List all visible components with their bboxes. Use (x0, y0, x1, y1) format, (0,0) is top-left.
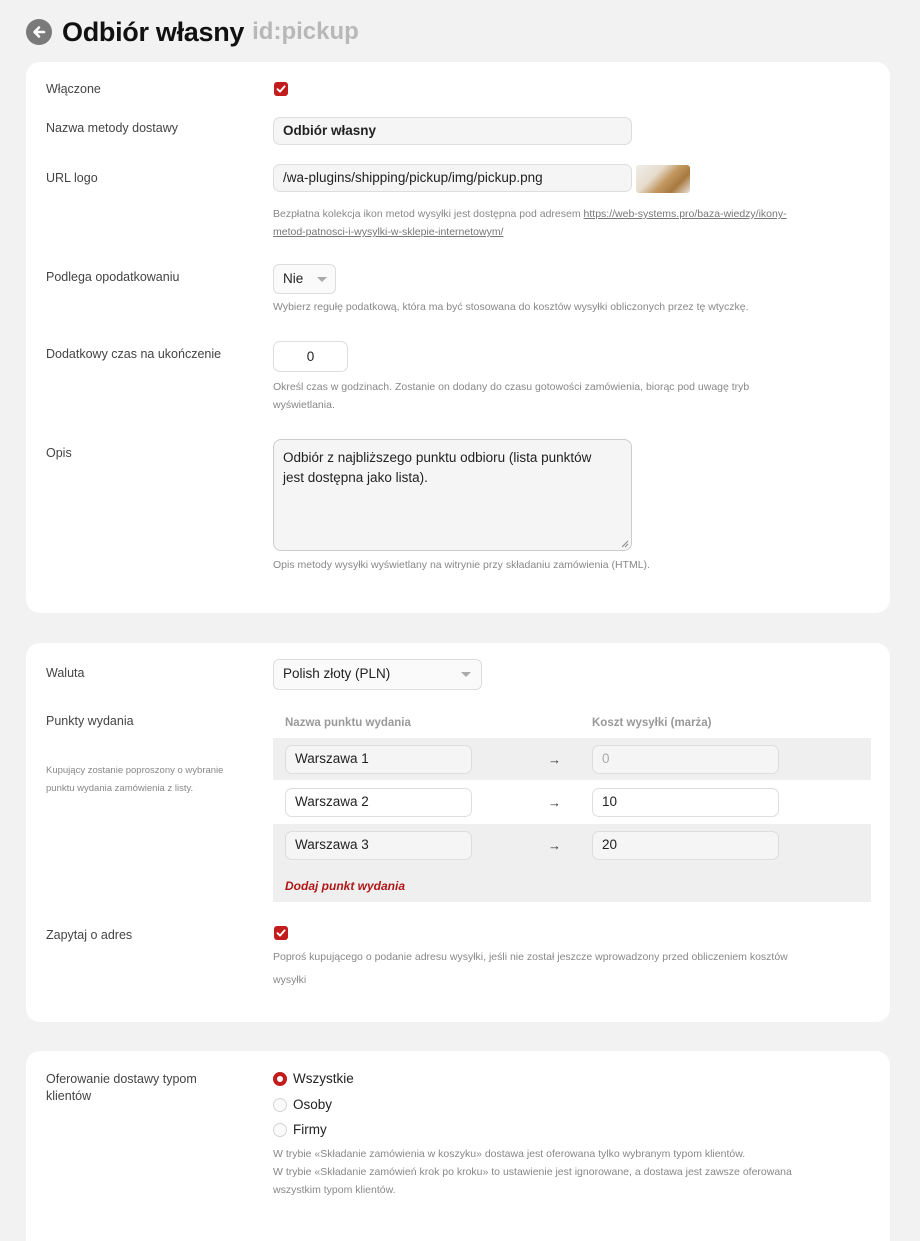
arrow-right-icon: → (548, 795, 561, 810)
pickup-point-row (273, 781, 871, 823)
logo-url-label: URL logo (46, 171, 98, 185)
page-header (26, 14, 359, 50)
customer-types-hint-line: wszystkim typom klientów. (273, 1184, 396, 1196)
customer-types-label-line: klientów (46, 1089, 92, 1103)
back-arrow-icon[interactable] (26, 19, 52, 45)
pickup-point-row (273, 824, 871, 902)
currency-select[interactable] (273, 659, 482, 690)
method-name-label: Nazwa metody dostawy (46, 121, 179, 135)
extra-time-input[interactable]: 0 (273, 341, 348, 372)
currency-select-value: Polish złoty (PLN) (283, 666, 391, 681)
pickup-points-label: Punkty wydania (46, 714, 134, 728)
point-name-input[interactable]: Warszawa 1 (285, 745, 472, 774)
radio-label-companies[interactable]: Firmy (293, 1122, 327, 1137)
ask-address-checkbox[interactable] (274, 926, 288, 940)
radio-label-persons[interactable]: Osoby (293, 1097, 333, 1112)
taxable-select[interactable] (273, 264, 336, 294)
page-title: Odbiór własny (62, 16, 245, 47)
extra-time-hint-line: Określ czas w godzinach. Zostanie on dodany do czasu gotowości zamówienia, biorąc pod uwagę tryb (273, 381, 750, 393)
taxable-select-value: Nie (283, 271, 304, 286)
customer-types-hint (273, 1145, 883, 1199)
customer-types-hint-line: W trybie «Składanie zamówień krok po kroku» to ustawienie jest ignorowane, a dostawa jest zawsze oferowana (273, 1166, 792, 1178)
resize-grip-icon[interactable] (621, 540, 629, 548)
pickup-points-hint (46, 762, 223, 798)
ask-address-hint-line: wysyłki (273, 974, 307, 986)
taxable-label: Podlega opodatkowaniu (46, 270, 180, 284)
radio-persons[interactable] (273, 1098, 287, 1112)
radio-companies[interactable] (273, 1123, 287, 1137)
extra-time-hint-line: wyświetlania. (273, 399, 335, 411)
extra-time-hint (273, 378, 873, 414)
icons-collection-link[interactable]: https://web-systems.pro/baza-wiedzy/ikony- (583, 208, 787, 220)
point-name-input[interactable]: Warszawa 2 (285, 788, 472, 817)
logo-preview-image (636, 165, 690, 193)
pickup-point-row (273, 738, 871, 780)
description-text: Odbiór z najbliższego punktu odbioru (lista punktów (283, 450, 592, 465)
enabled-checkbox[interactable] (274, 82, 288, 96)
description-hint: Opis metody wysyłki wyświetlany na witrynie przy składaniu zamówienia (HTML). (273, 559, 650, 571)
caret-down-icon (461, 672, 471, 677)
description-text: jest dostępna jako lista). (283, 470, 428, 485)
ask-address-hint (273, 946, 873, 992)
arrow-right-icon: → (548, 838, 561, 853)
pickup-points-hint-line: Kupujący zostanie poproszony o wybranie (46, 765, 224, 776)
description-label: Opis (46, 446, 72, 460)
column-header-shipping-cost: Koszt wysyłki (marża) (592, 717, 712, 729)
checkmark-icon (276, 84, 286, 94)
pickup-points-hint-line: punktu wydania zamówienia z listy. (46, 783, 194, 794)
customer-types-card (26, 1051, 890, 1241)
column-header-point-name: Nazwa punktu wydania (285, 717, 411, 729)
logo-url-hint (273, 205, 873, 241)
plugin-id-label: id:pickup (252, 18, 359, 45)
general-settings-card (26, 62, 890, 613)
taxable-hint: Wybierz regułę podatkową, która ma być stosowana do kosztów wysyłki obliczonych przez tę wtyczkę. (273, 301, 749, 313)
currency-label: Waluta (46, 666, 85, 680)
customer-types-label-line: Oferowanie dostawy typom (46, 1072, 197, 1086)
caret-down-icon (317, 277, 327, 282)
method-name-input[interactable]: Odbiór własny (273, 117, 632, 145)
point-cost-input[interactable]: 10 (592, 788, 779, 817)
radio-all-customers[interactable] (273, 1072, 287, 1086)
pickup-points-card (26, 643, 890, 1022)
icons-collection-link-cont[interactable]: metod-patnosci-i-wysylki-w-sklepie-internetowym/ (273, 226, 504, 238)
add-pickup-point-link[interactable]: Dodaj punkt wydania (285, 879, 406, 893)
ask-address-hint-line: Poproś kupującego o podanie adresu wysyłki, jeśli nie został jeszcze wprowadzony przed obliczeniem kosztów (273, 951, 788, 963)
customer-types-hint-line: W trybie «Składanie zamówienia w koszyku» dostawa jest oferowana tylko wybranym typom klientów. (273, 1148, 746, 1160)
logo-url-input[interactable]: /wa-plugins/shipping/pickup/img/pickup.png (273, 164, 632, 192)
checkmark-icon (276, 928, 286, 938)
enabled-label: Włączone (46, 82, 101, 96)
arrow-right-icon: → (548, 752, 561, 767)
point-name-input[interactable]: Warszawa 3 (285, 831, 472, 860)
description-textarea[interactable] (273, 439, 632, 551)
logo-hint-text: Bezpłatna kolekcja ikon metod wysyłki jest dostępna pod adresem (273, 208, 581, 220)
point-cost-input[interactable]: 0 (592, 745, 779, 774)
customer-types-label (46, 1071, 197, 1105)
extra-time-label: Dodatkowy czas na ukończenie (46, 347, 222, 361)
ask-address-label: Zapytaj o adres (46, 928, 133, 942)
point-cost-input[interactable]: 20 (592, 831, 779, 860)
radio-label-all[interactable]: Wszystkie (293, 1071, 354, 1086)
